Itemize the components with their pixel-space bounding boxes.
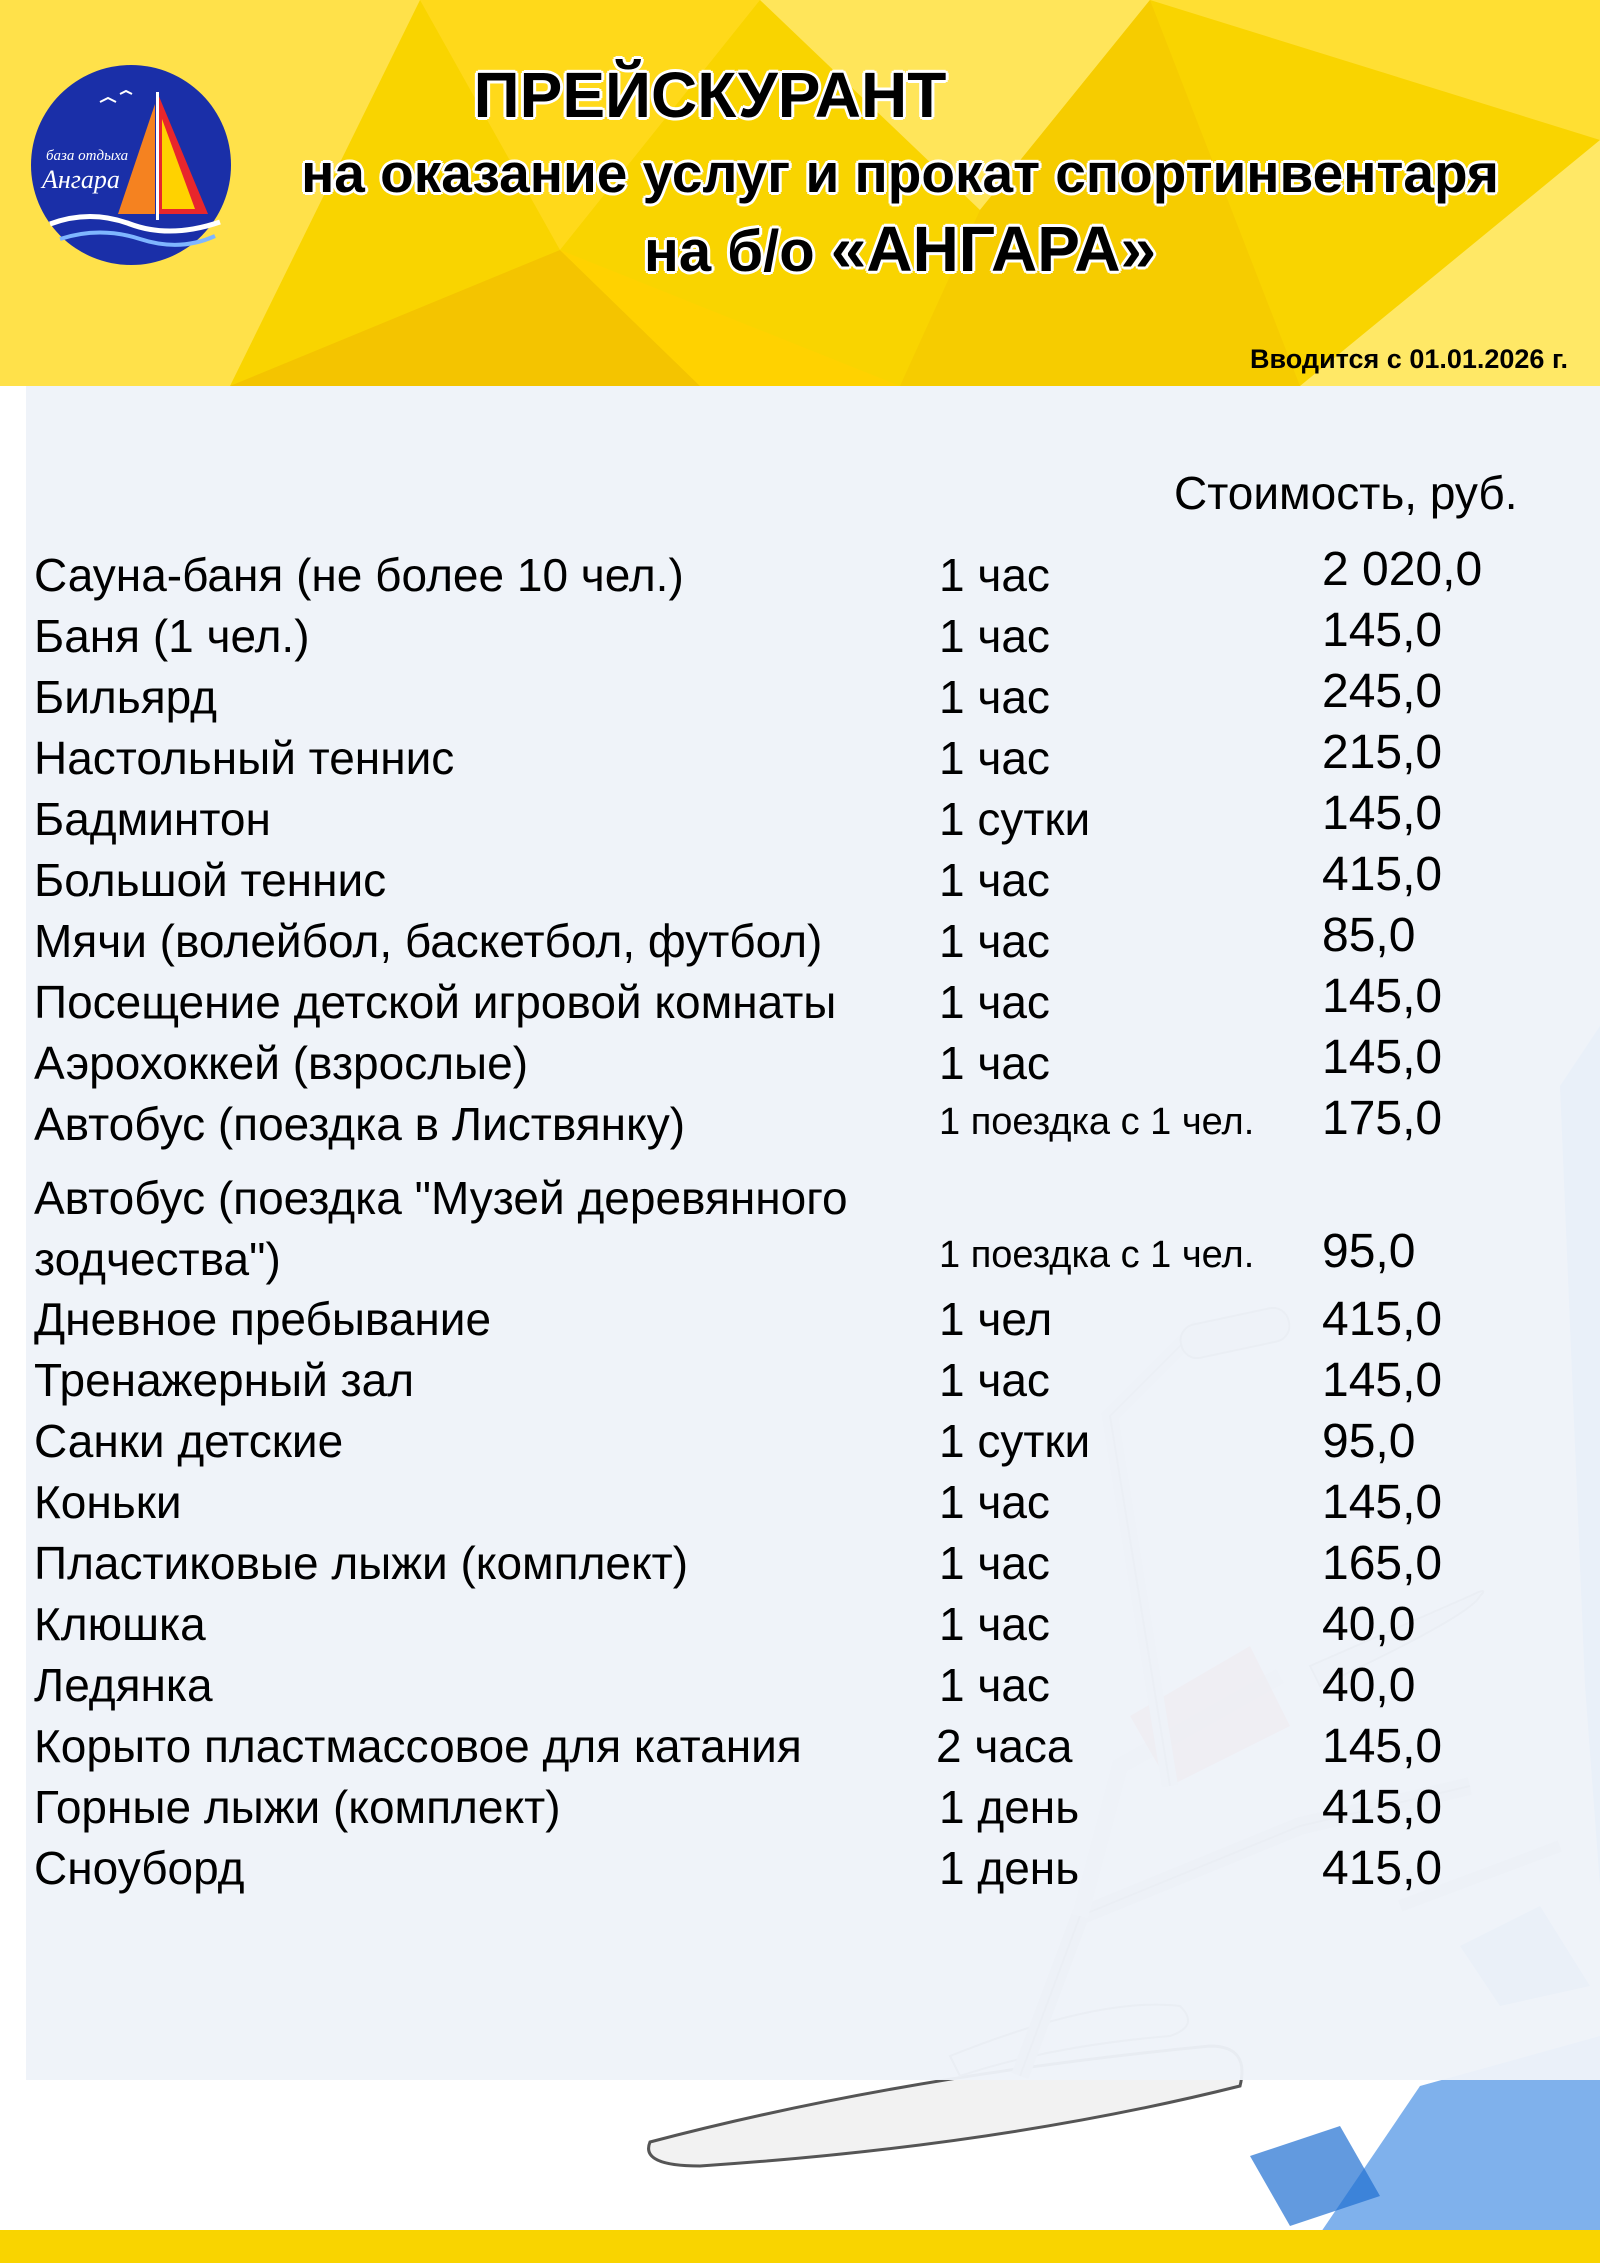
service-name: Бадминтон xyxy=(34,793,271,845)
table-row xyxy=(0,1475,1600,1535)
service-name: Сауна-баня (не более 10 чел.) xyxy=(34,549,684,601)
service-name: Автобус (поездка "Музей деревянного зодчества") xyxy=(34,1172,848,1285)
service-unit: 1 сутки xyxy=(939,793,1091,845)
service-price: 85,0 xyxy=(1322,909,1416,962)
logo-text-line2: Ангара xyxy=(42,165,120,194)
service-price: 40,0 xyxy=(1322,1659,1416,1712)
service-unit: 1 поездка с 1 чел. xyxy=(939,1101,1255,1143)
service-price: 415,0 xyxy=(1322,1842,1443,1895)
service-price: 95,0 xyxy=(1322,1225,1416,1278)
service-name: Сноуборд xyxy=(34,1842,245,1894)
service-unit: 1 час xyxy=(939,1354,1050,1406)
table-row xyxy=(0,665,1600,730)
service-price: 165,0 xyxy=(1322,1537,1443,1590)
title-line-2: на оказание услуг и прокат спортинвентаря xyxy=(301,142,1499,204)
service-price: 145,0 xyxy=(1322,787,1443,840)
service-unit: 2 часа xyxy=(936,1720,1073,1772)
service-price: 145,0 xyxy=(1322,970,1443,1023)
service-name: Санки детские xyxy=(34,1415,344,1467)
table-row xyxy=(0,543,1600,608)
service-name: Автобус (поездка в Листвянку) xyxy=(34,1098,686,1150)
service-name: Горные лыжи (комплект) xyxy=(34,1781,561,1833)
table-row xyxy=(0,1168,1600,1290)
effective-date: Вводится с 01.01.2026 г. xyxy=(1250,344,1568,374)
service-price: 95,0 xyxy=(1322,1415,1416,1468)
service-name: Мячи (волейбол, баскетбол, футбол) xyxy=(34,915,823,967)
service-price: 415,0 xyxy=(1322,848,1443,901)
service-unit: 1 час xyxy=(939,549,1050,601)
service-unit: 1 час xyxy=(939,854,1050,906)
price-column-header: Стоимость, руб. xyxy=(1174,467,1518,519)
table-row xyxy=(0,1841,1600,1901)
header-band xyxy=(0,0,1600,386)
price-list-body xyxy=(0,386,1600,2263)
title-line-1: ПРЕЙСКУРАНТ xyxy=(473,59,947,131)
service-name: Дневное пребывание xyxy=(34,1293,492,1345)
table-row xyxy=(0,1092,1600,1157)
service-unit: 1 день xyxy=(939,1781,1080,1833)
table-row xyxy=(0,1719,1600,1779)
service-price: 145,0 xyxy=(1322,1476,1443,1529)
service-name: Баня (1 чел.) xyxy=(34,610,310,662)
service-unit: 1 час xyxy=(939,1476,1050,1528)
service-unit: 1 час xyxy=(939,732,1050,784)
service-name: Ледянка xyxy=(34,1659,213,1711)
table-row xyxy=(0,1597,1600,1657)
table-row xyxy=(0,726,1600,791)
table-row xyxy=(0,1031,1600,1096)
service-unit: 1 час xyxy=(939,1037,1050,1089)
title-line-3-name: «АНГАРА» xyxy=(830,213,1157,285)
service-unit: 1 час xyxy=(939,976,1050,1028)
service-name: Корыто пластмассовое для катания xyxy=(34,1720,802,1772)
table-row xyxy=(0,909,1600,974)
table-row xyxy=(0,1780,1600,1840)
service-unit: 1 час xyxy=(939,1598,1050,1650)
service-name: Посещение детской игровой комнаты xyxy=(34,976,837,1028)
service-unit: 1 чел xyxy=(939,1293,1053,1345)
table-row xyxy=(0,1353,1600,1413)
table-row xyxy=(0,970,1600,1035)
title-line-3 xyxy=(450,212,1350,286)
service-unit: 1 час xyxy=(939,610,1050,662)
service-unit: 1 час xyxy=(939,915,1050,967)
logo-text-line1: база отдыха xyxy=(46,148,129,164)
table-row xyxy=(0,1292,1600,1352)
service-name: Настольный теннис xyxy=(34,732,455,784)
table-row xyxy=(0,787,1600,852)
angara-logo xyxy=(30,64,232,266)
service-price: 175,0 xyxy=(1322,1092,1443,1145)
service-name: Пластиковые лыжи (комплект) xyxy=(34,1537,689,1589)
service-unit: 1 час xyxy=(939,1537,1050,1589)
service-price: 415,0 xyxy=(1322,1293,1443,1346)
service-price: 40,0 xyxy=(1322,1598,1416,1651)
service-unit: 1 поездка с 1 чел. xyxy=(939,1234,1255,1276)
service-name: Аэрохоккей (взрослые) xyxy=(34,1037,529,1089)
service-name: Большой теннис xyxy=(34,854,387,906)
service-name: Коньки xyxy=(34,1476,182,1528)
service-price: 145,0 xyxy=(1322,1031,1443,1084)
table-row xyxy=(0,1658,1600,1718)
service-price: 215,0 xyxy=(1322,726,1443,779)
service-unit: 1 день xyxy=(939,1842,1080,1894)
service-price: 245,0 xyxy=(1322,665,1443,718)
table-row xyxy=(0,1414,1600,1474)
title-line-3-prefix: на б/о xyxy=(643,219,815,284)
table-row xyxy=(0,848,1600,913)
service-unit: 1 час xyxy=(939,671,1050,723)
service-name: Тренажерный зал xyxy=(34,1354,415,1406)
service-name: Бильярд xyxy=(34,671,217,723)
service-price: 145,0 xyxy=(1322,604,1443,657)
service-name: Клюшка xyxy=(34,1598,206,1650)
service-price: 415,0 xyxy=(1322,1781,1443,1834)
service-price: 145,0 xyxy=(1322,1720,1443,1773)
table-row xyxy=(0,604,1600,669)
service-price: 2 020,0 xyxy=(1322,543,1483,596)
service-price: 145,0 xyxy=(1322,1354,1443,1407)
service-unit: 1 сутки xyxy=(939,1415,1091,1467)
service-unit: 1 час xyxy=(939,1659,1050,1711)
bottom-yellow-strip xyxy=(0,2230,1600,2263)
table-row xyxy=(0,1536,1600,1596)
